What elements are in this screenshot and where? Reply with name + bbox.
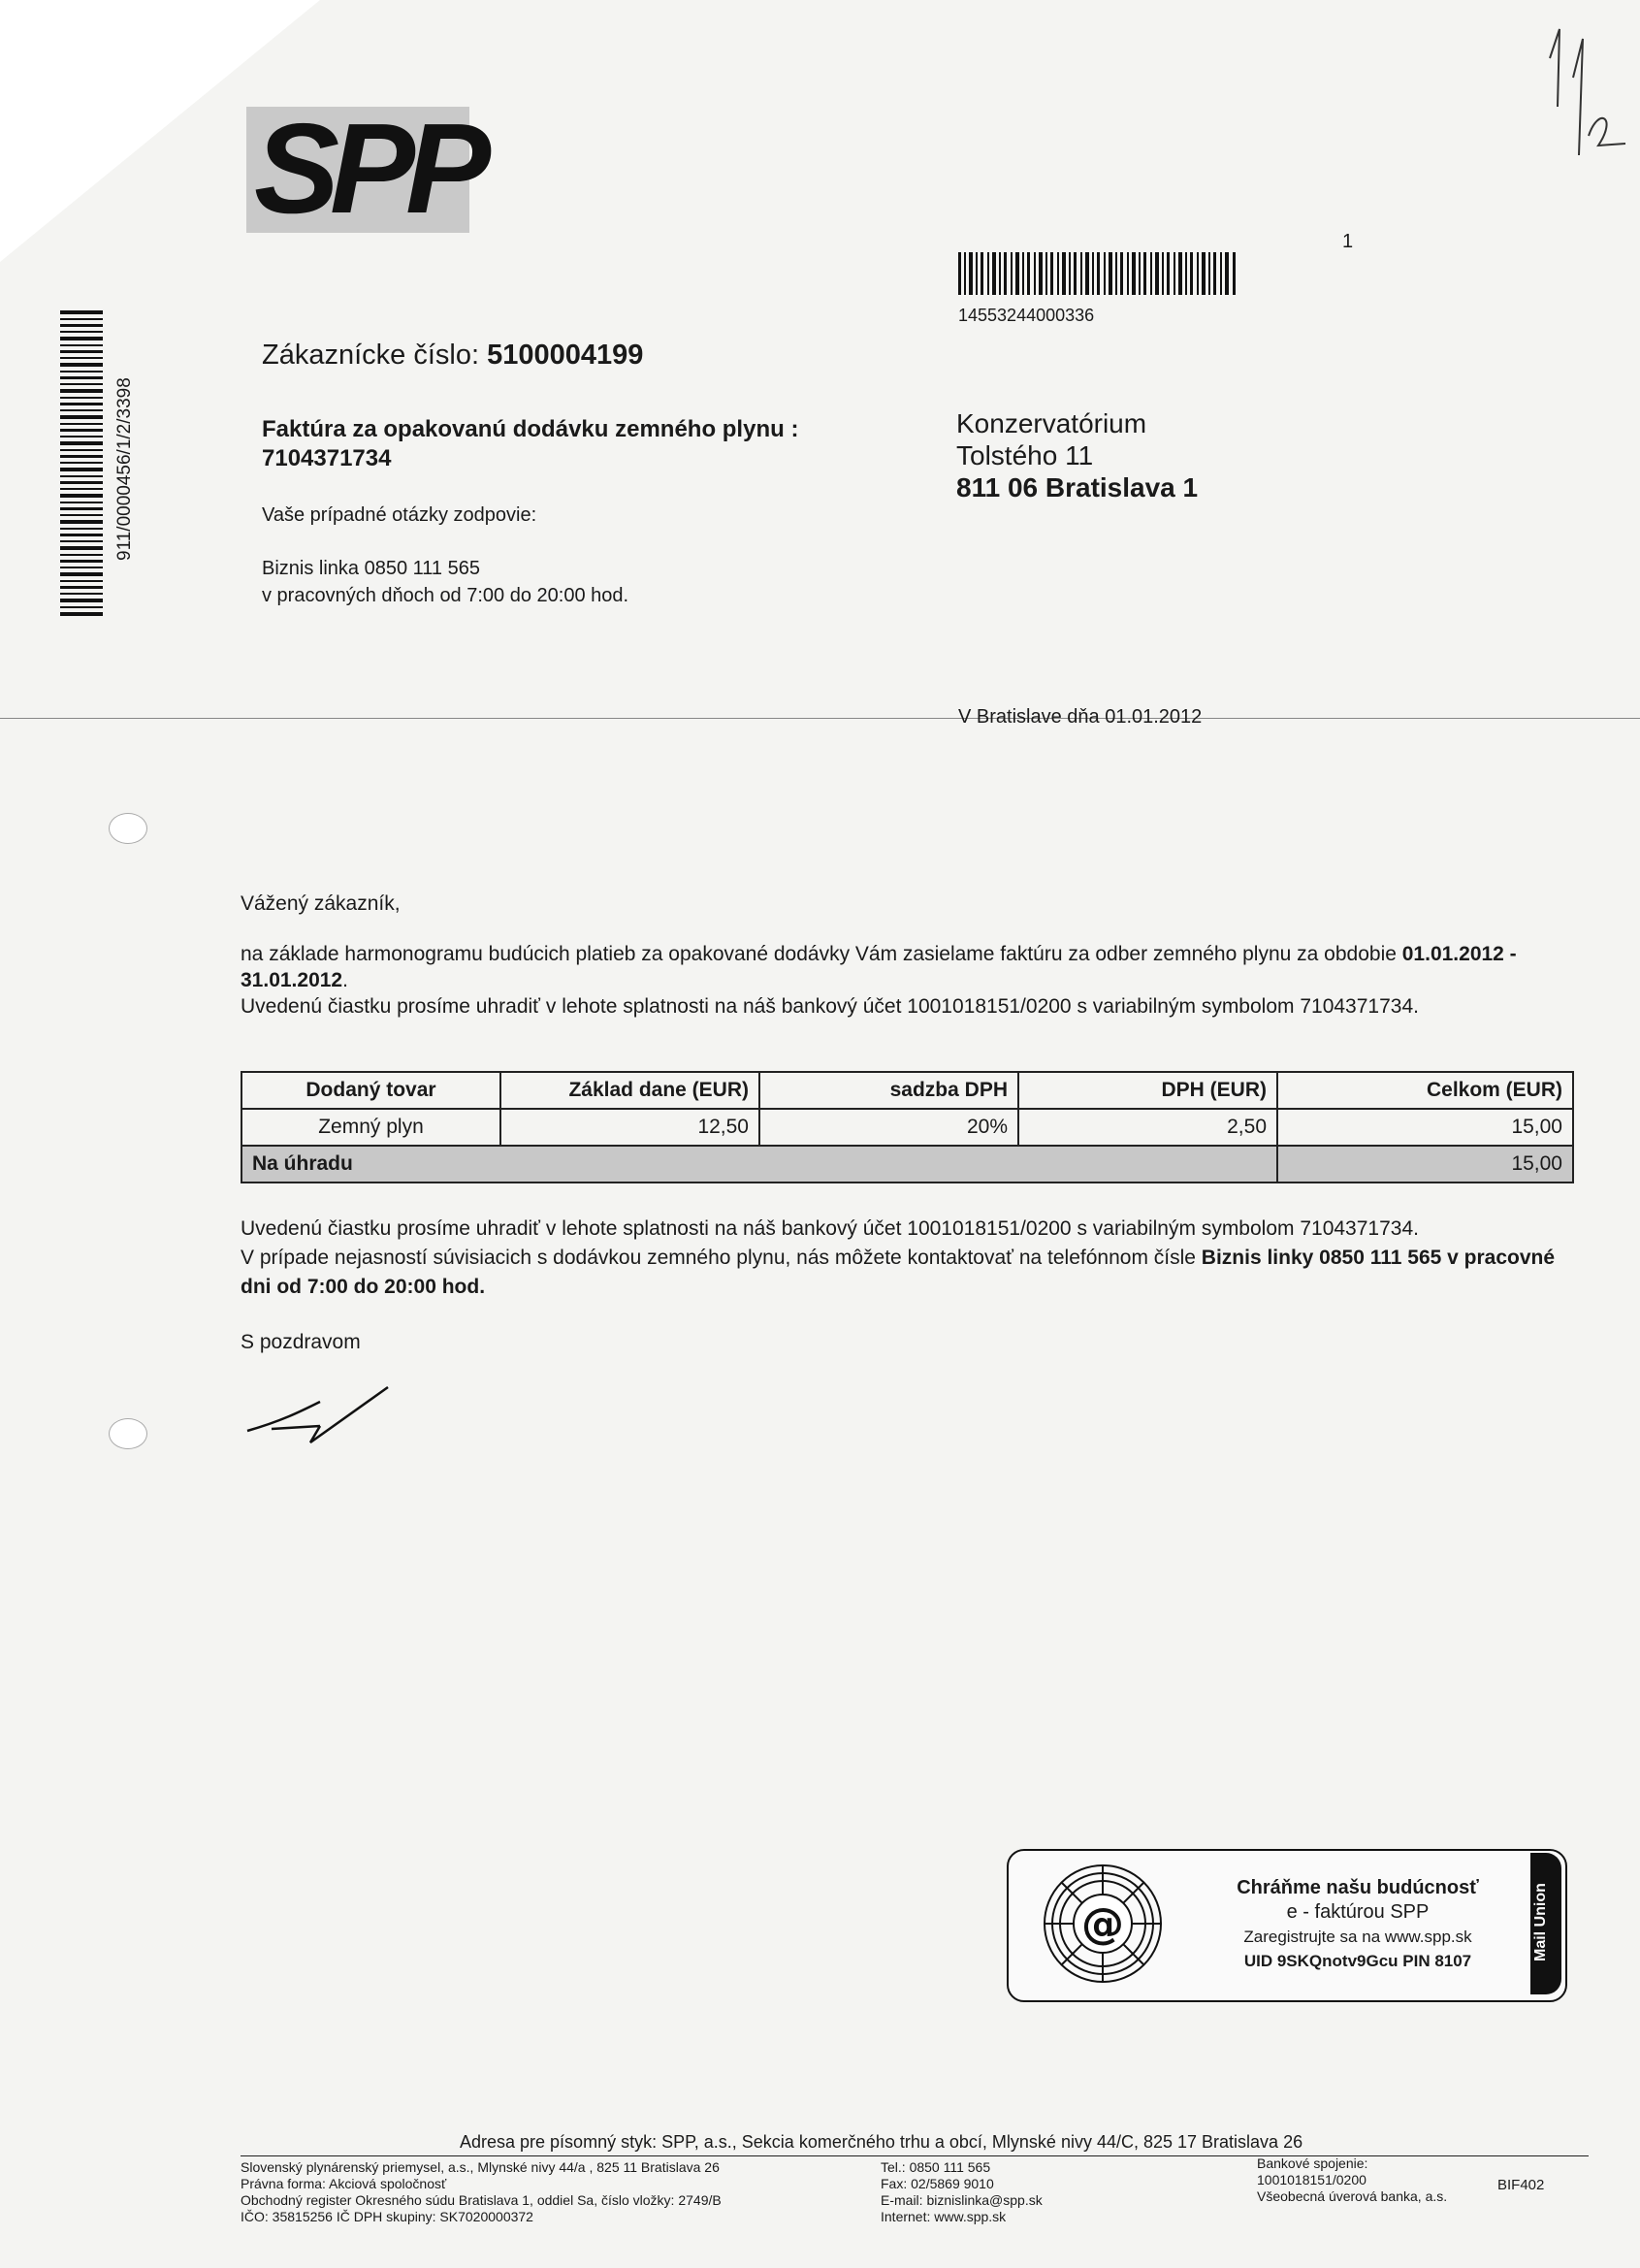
total-value: 15,00 — [1277, 1146, 1573, 1183]
questions-label: Vaše prípadné otázky zodpovie: — [262, 504, 537, 526]
para1-end: . — [342, 969, 348, 991]
eco-line1: Chráňme našu budúcnosť — [1237, 1877, 1479, 1898]
customer-number-value: 5100004199 — [487, 340, 644, 371]
cell-base: 12,50 — [500, 1109, 759, 1146]
footer-company-line: IČO: 35815256 IČ DPH skupiny: SK7020000372 — [241, 2209, 533, 2224]
total-label: Na úhradu — [241, 1146, 1277, 1183]
e-invoice-text — [1193, 1876, 1523, 1973]
footer-bank — [1257, 2155, 1447, 2205]
col-header-vat-rate: sadzba DPH — [759, 1072, 1018, 1109]
table-total-row — [241, 1146, 1573, 1183]
at-symbol: @ — [1081, 1899, 1124, 1949]
cell-goods: Zemný plyn — [241, 1109, 500, 1146]
footer-company-line: Právna forma: Akciová spoločnosť — [241, 2176, 447, 2191]
barcode-side — [60, 310, 103, 621]
signature — [242, 1382, 407, 1450]
hotline-info — [262, 555, 628, 609]
col-header-vat: DPH (EUR) — [1018, 1072, 1277, 1109]
hotline-bold: Biznis linky 0850 111 565 v pracovné dni od 7:00 do 20:00 hod. — [241, 1247, 1556, 1298]
footer-bank-line: Bankové spojenie: — [1257, 2155, 1368, 2171]
invoice-title — [262, 415, 798, 473]
invoice-table — [241, 1071, 1574, 1183]
date-line: V Bratislave dňa 01.01.2012 — [958, 706, 1203, 728]
cell-total: 15,00 — [1277, 1109, 1573, 1146]
sunflower-at-icon — [1040, 1861, 1166, 1987]
punch-hole — [109, 1418, 147, 1449]
side-code: 911/0000456/1/2/3398 — [114, 377, 135, 561]
footer-company-line: Obchodný register Okresného súdu Bratislava 1, oddiel Sa, číslo vložky: 2749/B — [241, 2192, 722, 2208]
form-code: BIF402 — [1497, 2177, 1545, 2193]
cell-vat-rate: 20% — [759, 1109, 1018, 1146]
eco-line3: Zaregistrujte sa na www.spp.sk — [1243, 1928, 1472, 1946]
fold-divider — [0, 718, 1640, 719]
recipient-street: Tolstého 11 — [956, 440, 1094, 470]
col-header-base: Základ dane (EUR) — [500, 1072, 759, 1109]
spp-logo: SPP — [254, 97, 482, 240]
footer-address: Adresa pre písomný styk: SPP, a.s., Sekcia komerčného trhu a obcí, Mlynské nivy 44/C, 825 17 Bratislava 26 — [460, 2132, 1303, 2152]
footer-contact-line: Tel.: 0850 111 565 — [881, 2159, 991, 2175]
hotline-line2: v pracovných dňoch od 7:00 do 20:00 hod. — [262, 585, 629, 606]
invoice-title-line1: Faktúra za opakovanú dodávku zemného plynu : — [262, 416, 799, 442]
recipient-address — [956, 407, 1198, 503]
mail-union-text: Mail Union — [1532, 1883, 1549, 1961]
col-header-total: Celkom (EUR) — [1277, 1072, 1573, 1109]
invoice-title-line2: 7104371734 — [262, 445, 392, 471]
customer-number-label: Zákaznícke číslo: — [262, 340, 480, 371]
footer-contact-line: Internet: www.spp.sk — [881, 2209, 1007, 2224]
eco-line4: UID 9SKQnotv9Gcu PIN 8107 — [1243, 1952, 1472, 1970]
greeting: Vážený zákazník, — [241, 892, 401, 915]
footer-company-line: Slovenský plynárenský priemysel, a.s., Mlynské nivy 44/a , 825 11 Bratislava 26 — [241, 2159, 720, 2175]
closing-line2 — [241, 1244, 1579, 1302]
table-row — [241, 1109, 1573, 1146]
closing-paragraph — [241, 1215, 1579, 1302]
handwritten-mark — [1540, 19, 1627, 165]
col-header-goods: Dodaný tovar — [241, 1072, 500, 1109]
eco-line2: e - faktúrou SPP — [1286, 1901, 1430, 1923]
letter-paragraph — [241, 941, 1579, 1020]
page-number: 1 — [1342, 231, 1354, 252]
footer-contact — [881, 2159, 1043, 2225]
footer-bank-line: Všeobecná úverová banka, a.s. — [1257, 2188, 1448, 2204]
footer-bank-line: 1001018151/0200 — [1257, 2172, 1367, 2187]
closing-line2-text: V prípade nejasností súvisiacich s dodávkou zemného plynu, nás môžete kontaktovať na telefónnom čísle — [241, 1247, 1202, 1269]
table-header-row — [241, 1072, 1573, 1109]
recipient-city: 811 06 Bratislava 1 — [956, 472, 1199, 502]
hotline-line1: Biznis linka 0850 111 565 — [262, 558, 480, 579]
footer-company — [241, 2159, 722, 2225]
billing-period: 01.01.2012 - 31.01.2012 — [241, 943, 1517, 991]
closing-line1: Uvedenú čiastku prosíme uhradiť v lehote splatnosti na náš bankový účet 1001018151/0200 s variabilným symbolom 7104371734. — [241, 1217, 1419, 1240]
para1-text: na základe harmonogramu budúcich platieb za opakované dodávky Vám zasielame faktúru za odber zemného plynu za obdobie — [241, 943, 1402, 965]
customer-number — [262, 340, 643, 372]
cell-vat: 2,50 — [1018, 1109, 1277, 1146]
regards: S pozdravom — [241, 1331, 361, 1353]
letter-para1 — [241, 941, 1579, 993]
footer-contact-line: E-mail: biznislinka@spp.sk — [881, 2192, 1043, 2208]
recipient-name: Konzervatórium — [956, 408, 1147, 438]
barcode-number: 14553244000336 — [958, 306, 1095, 325]
barcode-top — [958, 252, 1239, 295]
letter-para2: Uvedenú čiastku prosíme uhradiť v lehote splatnosti na náš bankový účet 1001018151/0200 s variabilným symbolom 7104371734. — [241, 995, 1419, 1018]
punch-hole — [109, 813, 147, 844]
mail-union-badge — [1530, 1853, 1561, 1994]
footer-contact-line: Fax: 02/5869 9010 — [881, 2176, 994, 2191]
